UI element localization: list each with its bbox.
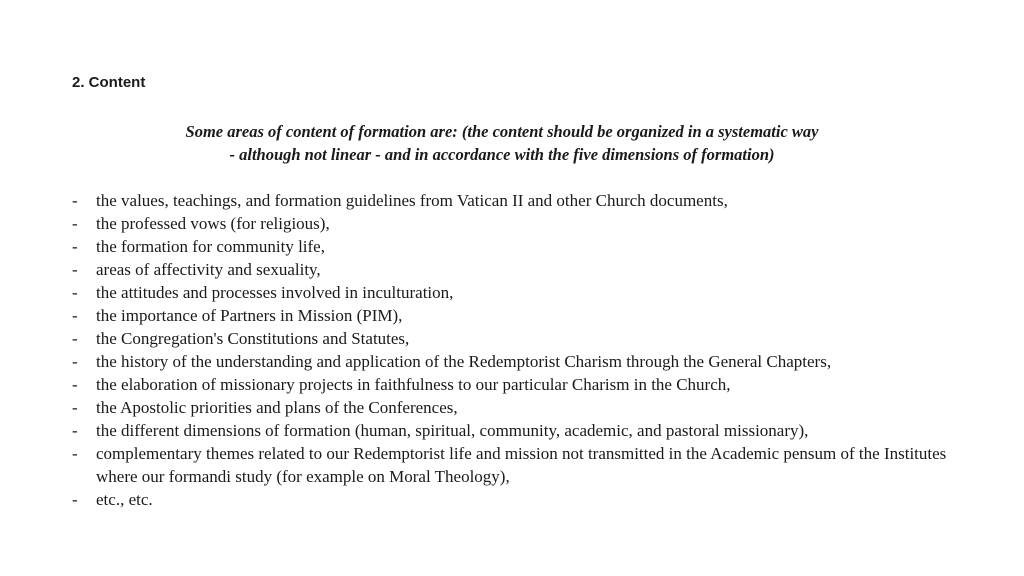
bullet-dash: - [72,490,78,509]
bullet-dash: - [72,375,78,394]
list-item [72,396,972,419]
list-item [72,350,972,373]
list-item [72,258,972,281]
content-list [72,189,972,511]
list-item-text: the importance of Partners in Mission (PIM), [96,306,403,325]
list-item-text: the history of the understanding and application of the Redemptorist Charism through the General Chapters, [96,352,832,371]
list-item-text: the professed vows (for religious), [96,214,330,233]
list-item [72,442,972,488]
list-item [72,304,972,327]
bullet-dash: - [72,306,78,325]
bullet-dash: - [72,214,78,233]
list-item-text: the Apostolic priorities and plans of the Conferences, [96,398,458,417]
list-item [72,488,972,511]
section-heading: 2. Content [72,74,146,91]
list-item [72,373,972,396]
list-item-text: the Congregation's Constitutions and Statutes, [96,329,410,348]
bullet-dash: - [72,260,78,279]
list-item-text: the formation for community life, [96,237,325,256]
list-item [72,419,972,442]
bullet-dash: - [72,398,78,417]
list-item [72,212,972,235]
bullet-dash: - [72,421,78,440]
list-item-text: etc., etc. [96,490,153,509]
list-item-text: the different dimensions of formation (human, spiritual, community, academic, and pastoral missionary), [96,421,809,440]
list-item-text: the values, teachings, and formation guidelines from Vatican II and other Church documents, [96,191,728,210]
bullet-dash: - [72,329,78,348]
list-item-text: complementary themes related to our Redemptorist life and mission not transmitted in the Academic pensum of the Institutes where our formandi study (for example on Moral Theology), [96,444,947,486]
bullet-dash: - [72,237,78,256]
list-item-text: areas of affectivity and sexuality, [96,260,321,279]
list-item [72,235,972,258]
list-item-text: the elaboration of missionary projects in faithfulness to our particular Charism in the Church, [96,375,731,394]
list-item-text: the attitudes and processes involved in inculturation, [96,283,454,302]
list-item [72,189,972,212]
bullet-dash: - [72,444,78,463]
list-item [72,327,972,350]
bullet-dash: - [72,191,78,210]
list-item [72,281,972,304]
bullet-dash: - [72,283,78,302]
bullet-dash: - [72,352,78,371]
intro-line-2: - although not linear - and in accordance with the five dimensions of formation) [229,145,775,164]
intro-paragraph [0,120,1004,166]
intro-line-1: Some areas of content of formation are: (the content should be organized in a systematic way [185,122,819,141]
